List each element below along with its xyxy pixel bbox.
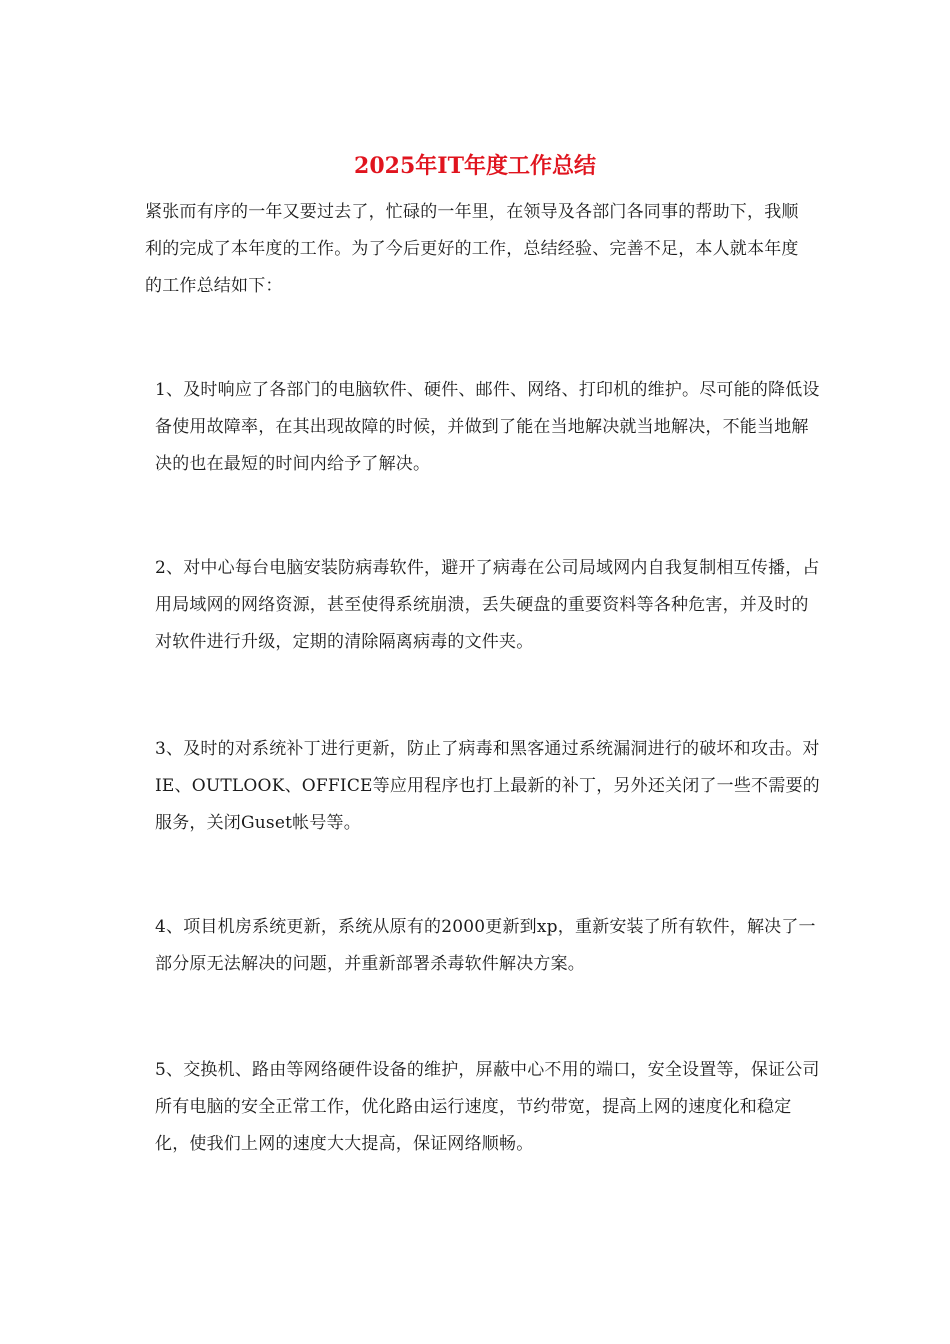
summary-item-4: 4、项目机房系统更新，系统从原有的2000更新到xp，重新安装了所有软件，解决了一部分原无法解决的问题，并重新部署杀毒软件解决方案。 [155,917,816,974]
intro-paragraph: 紧张而有序的一年又要过去了，忙碌的一年里，在领导及各部门各同事的帮助下，我顺利的完成了本年度的工作。为了今后更好的工作，总结经验、完善不足，本人就本年度的工作总结如下： [145,202,799,296]
summary-item-1: 1、及时响应了各部门的电脑软件、硬件、邮件、网络、打印机的维护。尽可能的降低设备使用故障率，在其出现故障的时候，并做到了能在当地解决就当地解决，不能当地解决的也在最短的时间内给予了解决。 [155,380,820,474]
summary-item-3: 3、及时的对系统补丁进行更新，防止了病毒和黑客通过系统漏洞进行的破坏和攻击。对IE、OUTLOOK、OFFICE等应用程序也打上最新的补丁，另外还关闭了一些不需要的服务，关闭Guset帐号等。 [155,739,820,833]
summary-item-2: 2、对中心每台电脑安装防病毒软件，避开了病毒在公司局域网内自我复制相互传播，占用局域网的网络资源，甚至使得系统崩溃，丢失硬盘的重要资料等各种危害，并及时的对软件进行升级，定期的清除隔离病毒的文件夹。 [155,558,820,652]
summary-item-5: 5、交换机、路由等网络硬件设备的维护，屏蔽中心不用的端口，安全设置等，保证公司所有电脑的安全正常工作，优化路由运行速度，节约带宽，提高上网的速度化和稳定化，使我们上网的速度大大提高，保证网络顺畅。 [155,1060,820,1154]
document-title: 2025年IT年度工作总结 [354,153,596,179]
